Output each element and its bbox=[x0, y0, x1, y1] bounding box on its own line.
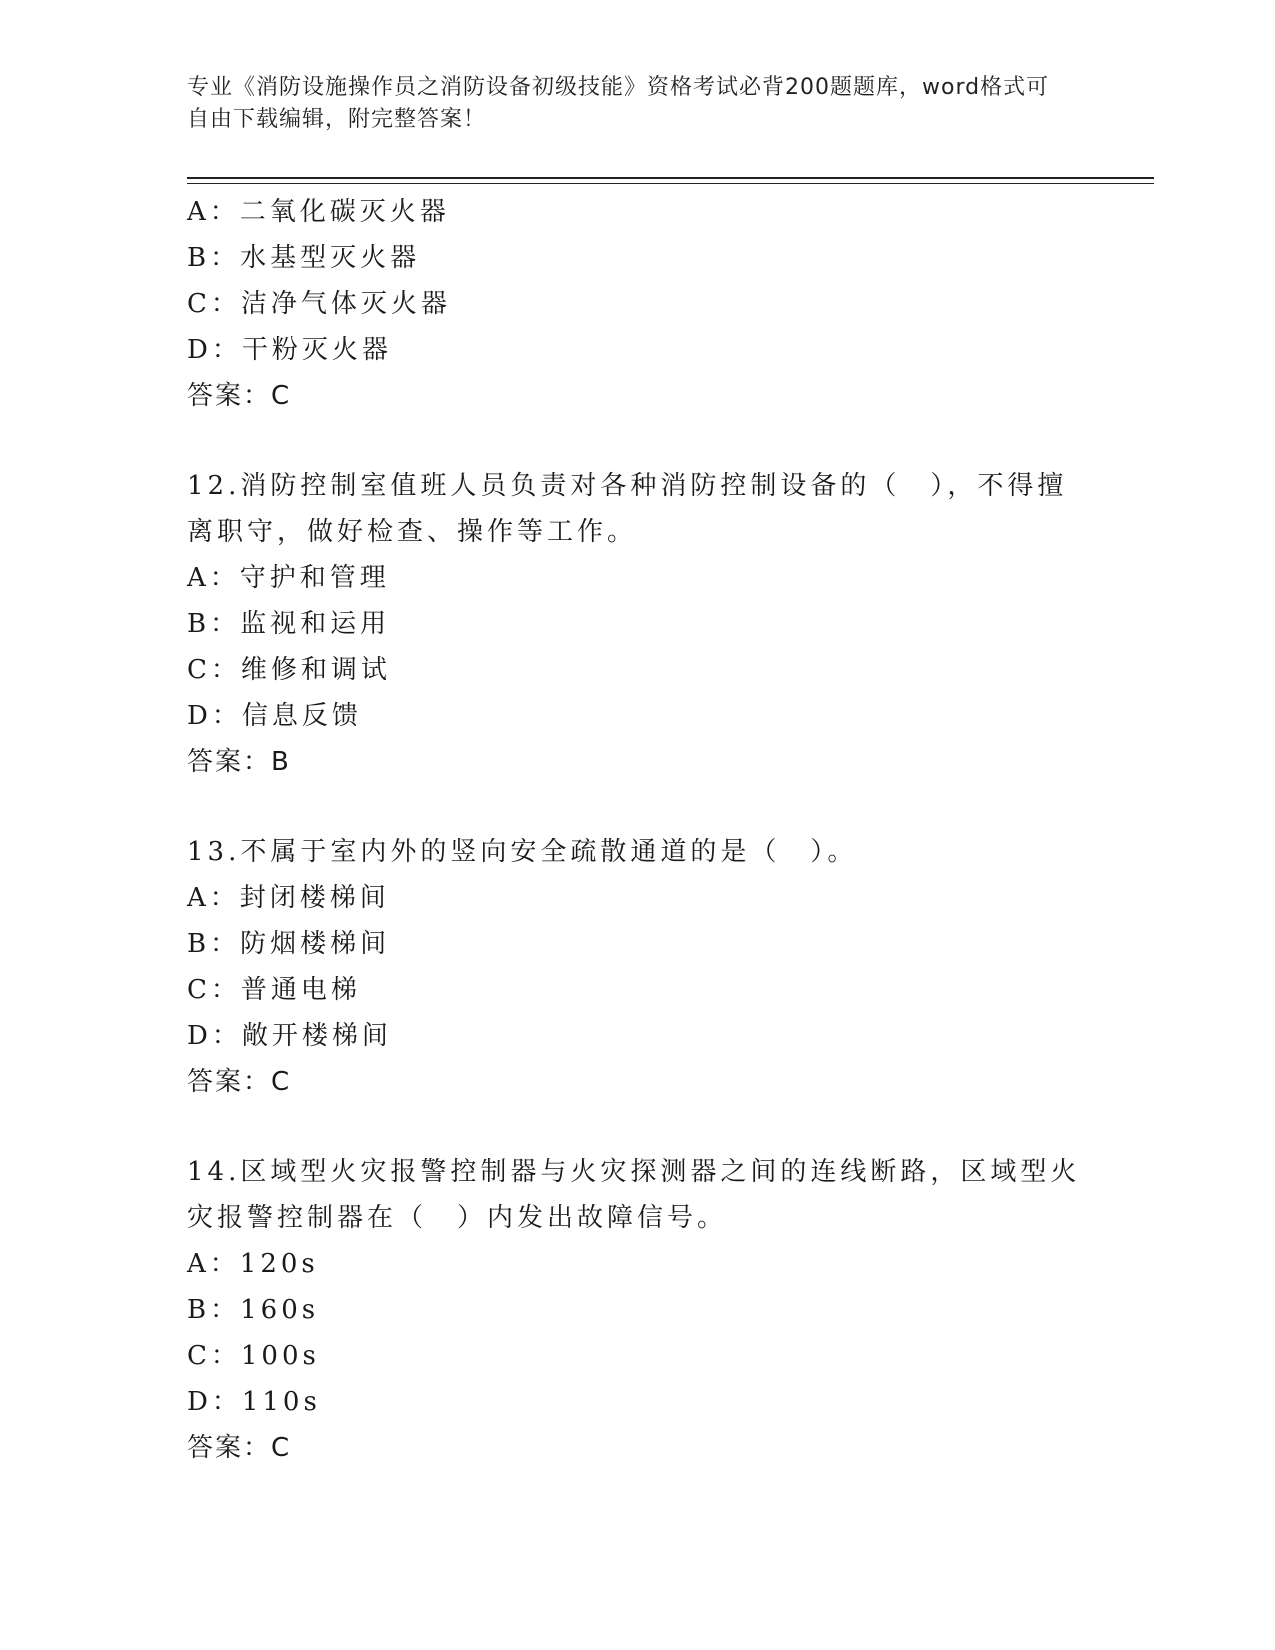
question-stem: 13.不属于室内外的竖向安全疏散通道的是（ ）。 bbox=[187, 837, 858, 867]
option-b: B：监视和运用 bbox=[187, 609, 391, 639]
answer-label: 答案：C bbox=[187, 381, 292, 411]
question-list bbox=[187, 189, 1087, 1471]
answer-label: 答案：C bbox=[187, 1433, 292, 1463]
option-d: D：敞开楼梯间 bbox=[187, 1021, 392, 1051]
header-divider-thin bbox=[187, 183, 1154, 184]
question-14 bbox=[187, 1149, 1087, 1471]
option-a: A：守护和管理 bbox=[187, 563, 390, 593]
option-d: D：信息反馈 bbox=[187, 701, 362, 731]
option-a: A：120s bbox=[187, 1249, 319, 1279]
answer-label: 答案：B bbox=[187, 747, 291, 777]
option-c: C：100s bbox=[187, 1341, 320, 1371]
header-divider-thick bbox=[187, 177, 1154, 179]
option-c: C：维修和调试 bbox=[187, 655, 391, 685]
option-a: A：封闭楼梯间 bbox=[187, 883, 390, 913]
option-a: A：二氧化碳灭火器 bbox=[187, 197, 450, 227]
document-header: 专业《消防设施操作员之消防设备初级技能》资格考试必背200题题库，word格式可自由下载编辑，附完整答案！ bbox=[187, 75, 1050, 132]
option-d: D：110s bbox=[187, 1387, 321, 1417]
option-b: B：160s bbox=[187, 1295, 320, 1325]
question-stem: 12.消防控制室值班人员负责对各种消防控制设备的（ ），不得擅离职守，做好检查、操作等工作。 bbox=[187, 471, 1068, 547]
option-b: B：防烟楼梯间 bbox=[187, 929, 391, 959]
option-b: B：水基型灭火器 bbox=[187, 243, 421, 273]
question-stem: 14.区域型火灾报警控制器与火灾探测器之间的连线断路，区域型火灾报警控制器在（ ）内发出故障信号。 bbox=[187, 1157, 1081, 1233]
option-d: D：干粉灭火器 bbox=[187, 335, 392, 365]
answer-label: 答案：C bbox=[187, 1067, 292, 1097]
question-11-block bbox=[187, 189, 1087, 419]
question-12 bbox=[187, 463, 1087, 785]
option-c: C：洁净气体灭火器 bbox=[187, 289, 451, 319]
option-c: C：普通电梯 bbox=[187, 975, 361, 1005]
question-13 bbox=[187, 829, 1087, 1105]
